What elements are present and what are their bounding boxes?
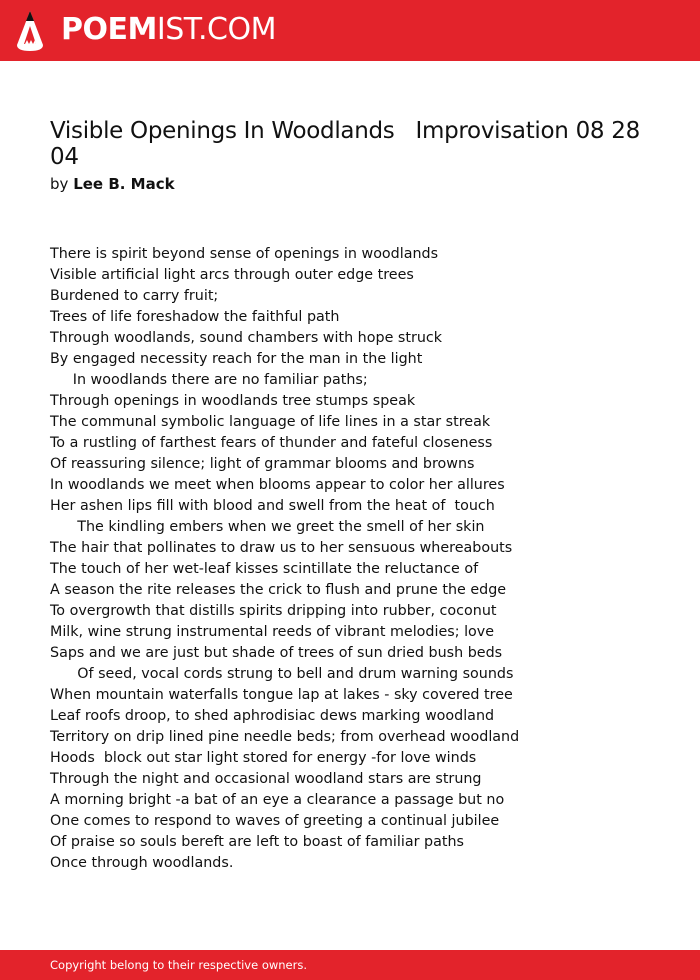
poem-line: One comes to respond to waves of greeting a continual jubilee <box>50 813 500 829</box>
poem-line: In woodlands we meet when blooms appear to color her allures <box>50 477 505 493</box>
poem-line: A morning bright -a bat of an eye a clearance a passage but no <box>50 792 505 808</box>
poem-line: Territory on drip lined pine needle beds; from overhead woodland <box>50 729 520 745</box>
copyright-text: Copyright belong to their respective owners. <box>50 958 308 972</box>
poem-line: Saps and we are just but shade of trees of sun dried bush beds <box>50 645 503 661</box>
site-header <box>0 0 700 61</box>
poem-line: Through openings in woodlands tree stumps speak <box>50 393 416 409</box>
poem-title: Visible Openings In Woodlands Improvisation 08 28 04 <box>50 118 647 170</box>
poem-line: To a rustling of farthest fears of thunder and fateful closeness <box>50 435 493 451</box>
poem-line: Visible artificial light arcs through outer edge trees <box>50 267 414 283</box>
poem-line: In woodlands there are no familiar paths; <box>50 372 368 388</box>
by-label: by <box>50 175 69 193</box>
poem-line: The communal symbolic language of life lines in a star streak <box>50 414 491 430</box>
poem-line: To overgrowth that distills spirits dripping into rubber, coconut <box>50 603 497 619</box>
poem-line: The touch of her wet-leaf kisses scintillate the reluctance of <box>50 561 479 577</box>
poem-line: Of reassuring silence; light of grammar blooms and browns <box>50 456 475 472</box>
poem-line: Through the night and occasional woodland stars are strung <box>50 771 482 787</box>
poem-line: The kindling embers when we greet the smell of her skin <box>50 519 485 535</box>
poem-line: There is spirit beyond sense of openings in woodlands <box>50 246 439 262</box>
poem-line: Once through woodlands. <box>50 855 234 871</box>
site-footer <box>0 950 700 980</box>
poem-line: Hoods block out star light stored for energy -for love winds <box>50 750 477 766</box>
logo-text-light: IST.COM <box>156 12 276 47</box>
poem-line: Of seed, vocal cords strung to bell and drum warning sounds <box>50 666 514 682</box>
poem-line: Of praise so souls bereft are left to boast of familiar paths <box>50 834 464 850</box>
poem-line: When mountain waterfalls tongue lap at lakes - sky covered tree <box>50 687 513 703</box>
poem-line: Leaf roofs droop, to shed aphrodisiac dews marking woodland <box>50 708 495 724</box>
poem-line: Milk, wine strung instrumental reeds of vibrant melodies; love <box>50 624 495 640</box>
pencil-icon <box>16 10 44 52</box>
site-logo[interactable] <box>61 12 276 48</box>
poem-line: Through woodlands, sound chambers with hope struck <box>50 330 443 346</box>
logo-text-bold: POEM <box>61 12 157 47</box>
byline <box>50 174 175 194</box>
poem-line: Her ashen lips fill with blood and swell from the heat of touch <box>50 498 495 514</box>
poem-line: Trees of life foreshadow the faithful path <box>50 309 340 325</box>
poem-line: Burdened to carry fruit; <box>50 288 219 304</box>
poem-body <box>50 244 670 874</box>
author-name[interactable]: Lee B. Mack <box>73 175 175 193</box>
poem-line: A season the rite releases the crick to flush and prune the edge <box>50 582 507 598</box>
poem-line: By engaged necessity reach for the man in the light <box>50 351 423 367</box>
poem-line: The hair that pollinates to draw us to her sensuous whereabouts <box>50 540 513 556</box>
